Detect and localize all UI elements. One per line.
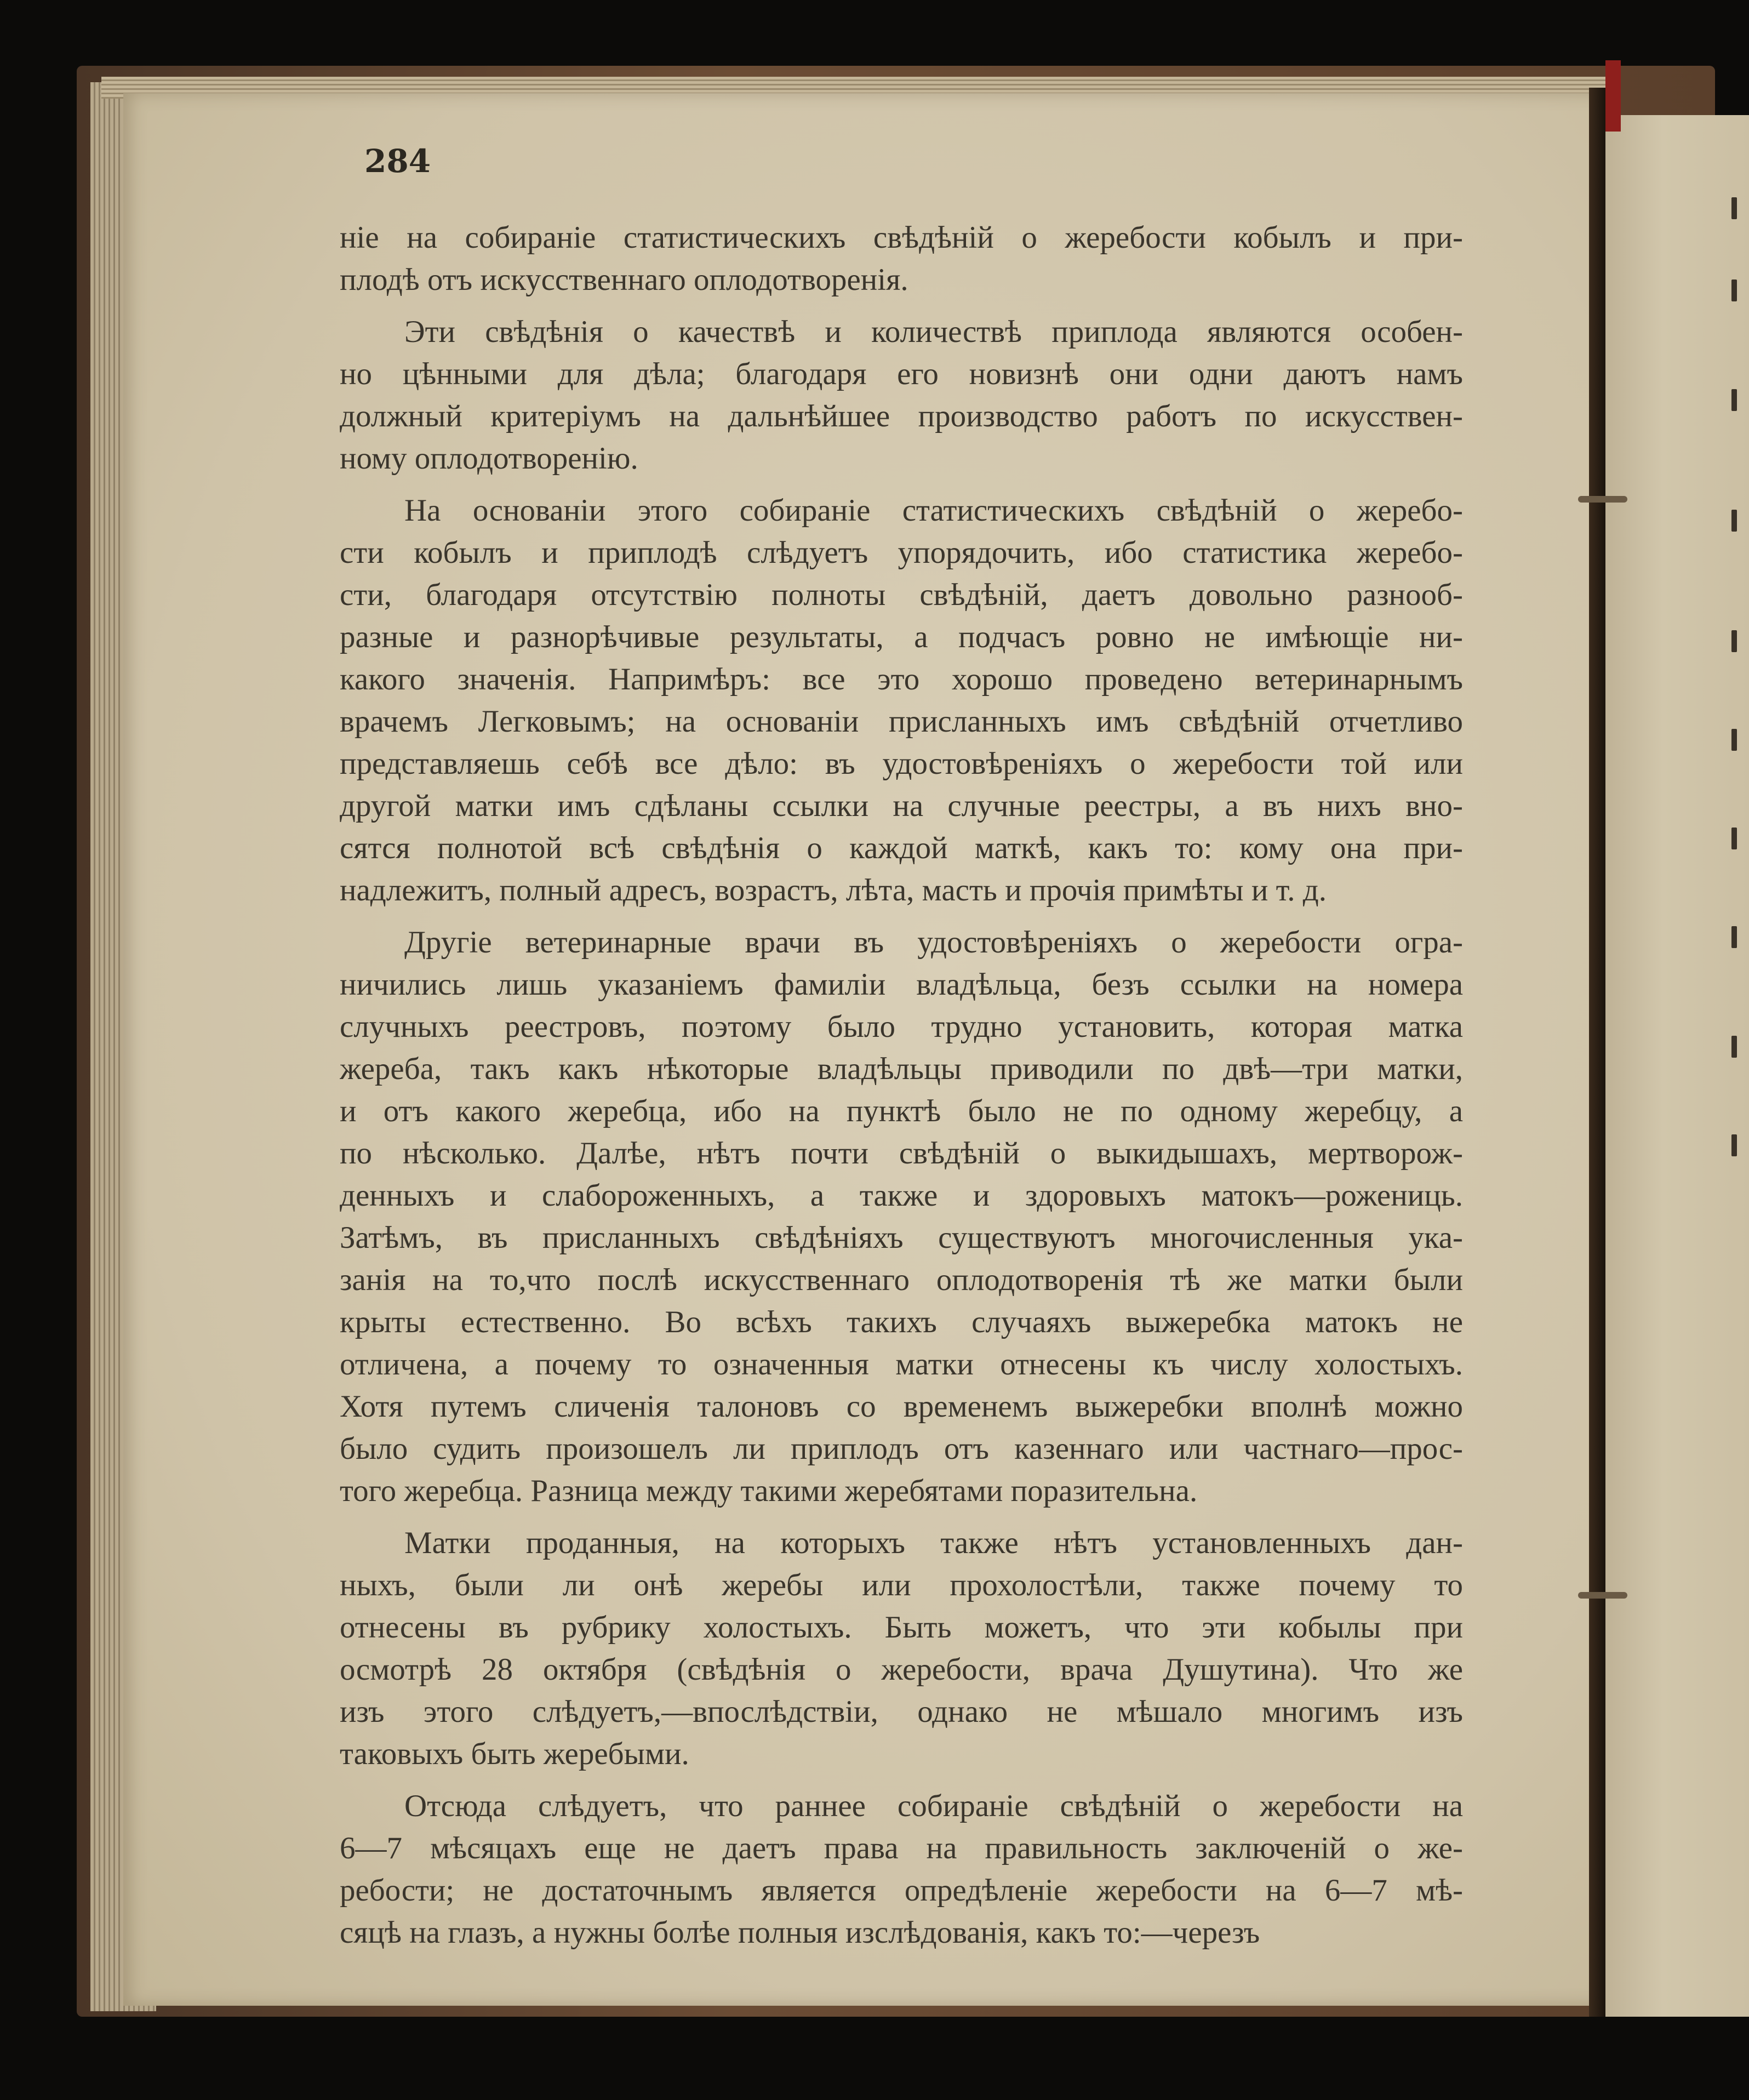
paragraph: [340, 489, 1463, 911]
paragraph: [340, 1522, 1463, 1775]
text-line: жереба, такъ какъ нѣкоторые владѣльцы приводили по двѣ—три матки,: [340, 1052, 1463, 1086]
text-line: занія на то,что послѣ искусственнаго оплодотворенія тѣ же матки были: [340, 1263, 1463, 1297]
binding-thread: [1578, 496, 1627, 503]
text-line: какого значенія. Напримѣръ: все это хорошо проведено ветеринарнымъ: [340, 662, 1463, 697]
text-line: другой матки имъ сдѣланы ссылки на случные реестры, а въ нихъ вно-: [340, 789, 1463, 823]
text-line: Эти свѣдѣнія о качествѣ и количествѣ приплода являются особен-: [404, 315, 1463, 349]
text-line: крыты естественно. Во всѣхъ такихъ случаяхъ выжеребка матокъ не: [340, 1305, 1463, 1339]
facing-page-text-fragment: [1731, 1134, 1737, 1156]
book-gutter: [1589, 88, 1605, 2017]
text-line: таковыхъ быть жеребыми.: [340, 1737, 689, 1771]
facing-page-text-fragment: [1731, 389, 1737, 411]
text-line: Хотя путемъ сличенія талоновъ со временемъ выжеребки вполнѣ можно: [340, 1389, 1463, 1424]
facing-page-edge: [1605, 115, 1749, 2017]
page-number: 284: [364, 142, 431, 180]
facing-page-text-fragment: [1731, 279, 1737, 301]
text-line: Отсюда слѣдуетъ, что раннее собираніе свѣдѣній о жеребости на: [404, 1789, 1463, 1823]
text-line: ному оплодотворенію.: [340, 441, 638, 476]
text-line: сяцѣ на глазъ, а нужны болѣе полныя изслѣдованія, какъ то:—черезъ: [340, 1915, 1260, 1950]
text-line: осмотрѣ 28 октября (свѣдѣнія о жеребости, врача Душутина). Что же: [340, 1652, 1463, 1687]
paragraph: [340, 311, 1463, 480]
text-line: надлежитъ, полный адресъ, возрастъ, лѣта, масть и прочія примѣты и т. д.: [340, 873, 1327, 908]
facing-page-text-fragment: [1731, 1036, 1737, 1058]
text-line: 6—7 мѣсяцахъ еще не даетъ права на правильность заключеній о же-: [340, 1831, 1463, 1865]
binding-thread: [1578, 1592, 1627, 1599]
text-line: но цѣнными для дѣла; благодаря его новизнѣ они одни даютъ намъ: [340, 357, 1463, 391]
text-line: ныхъ, были ли онѣ жеребы или прохолостѣли, также почему то: [340, 1568, 1463, 1602]
text-line: отличена, а почему то означенныя матки отнесены къ числу холостыхъ.: [340, 1347, 1463, 1382]
facing-page-text-fragment: [1731, 729, 1737, 751]
text-line: изъ этого слѣдуетъ,—впослѣдствіи, однако не мѣшало многимъ изъ: [340, 1694, 1463, 1729]
text-line: по нѣсколько. Далѣе, нѣтъ почти свѣдѣній о выкидышахъ, мертворож-: [340, 1136, 1463, 1171]
text-line: сти, благодаря отсутствію полноты свѣдѣній, даетъ довольно разнооб-: [340, 578, 1463, 612]
text-line: случныхъ реестровъ, поэтому было трудно установить, которая матка: [340, 1009, 1463, 1044]
text-line: разные и разнорѣчивые результаты, а подчасъ ровно не имѣющіе ни-: [340, 620, 1463, 654]
text-line: сятся полнотой всѣ свѣдѣнія о каждой маткѣ, какъ то: кому она при-: [340, 831, 1463, 865]
facing-page-text-fragment: [1731, 197, 1737, 219]
text-line: плодѣ отъ искусственнаго оплодотворенія.: [340, 262, 908, 297]
facing-page-text-fragment: [1731, 630, 1737, 652]
facing-page-text-fragment: [1731, 510, 1737, 532]
text-line: должный критеріумъ на дальнѣйшее производство работъ по искусствен-: [340, 399, 1463, 433]
text-line: было судить произошелъ ли приплодъ отъ казеннаго или частнаго—прос-: [340, 1431, 1463, 1466]
text-line: ніе на собираніе статистическихъ свѣдѣній о жеребости кобылъ и при-: [340, 220, 1463, 255]
facing-page-text-fragment: [1731, 926, 1737, 948]
paragraph: [340, 921, 1463, 1512]
text-line: того жеребца. Разница между такими жеребятами поразительна.: [340, 1474, 1198, 1508]
text-line: На основаніи этого собираніе статистическихъ свѣдѣній о жеребо-: [404, 493, 1463, 528]
text-line: врачемъ Легковымъ; на основаніи присланныхъ имъ свѣдѣній отчетливо: [340, 704, 1463, 739]
text-line: отнесены въ рубрику холостыхъ. Быть можетъ, что эти кобылы при: [340, 1610, 1463, 1645]
ribbon-bookmark: [1605, 60, 1621, 132]
text-line: ребости; не достаточнымъ является опредѣленіе жеребости на 6—7 мѣ-: [340, 1873, 1463, 1908]
text-line: ничились лишь указаніемъ фамиліи владѣльца, безъ ссылки на номера: [340, 967, 1463, 1002]
body-text: [340, 216, 1463, 1964]
text-line: денныхъ и слабороженныхъ, а также и здоровыхъ матокъ—рожениць.: [340, 1178, 1463, 1213]
paragraph: [340, 1785, 1463, 1954]
facing-page-text-fragment: [1731, 828, 1737, 849]
text-line: Другіе ветеринарные врачи въ удостовѣреніяхъ о жеребости огра-: [404, 925, 1463, 960]
text-line: сти кобылъ и приплодѣ слѣдуетъ упорядочить, ибо статистика жеребо-: [340, 535, 1463, 570]
text-line: и отъ какого жеребца, ибо на пунктѣ было не по одному жеребцу, а: [340, 1094, 1463, 1128]
paragraph: [340, 216, 1463, 301]
text-line: Матки проданныя, на которыхъ также нѣтъ установленныхъ дан-: [404, 1526, 1463, 1560]
text-line: Затѣмъ, въ присланныхъ свѣдѣніяхъ существуютъ многочисленныя ука-: [340, 1220, 1463, 1255]
text-line: представляешь себѣ все дѣло: въ удостовѣреніяхъ о жеребости той или: [340, 746, 1463, 781]
